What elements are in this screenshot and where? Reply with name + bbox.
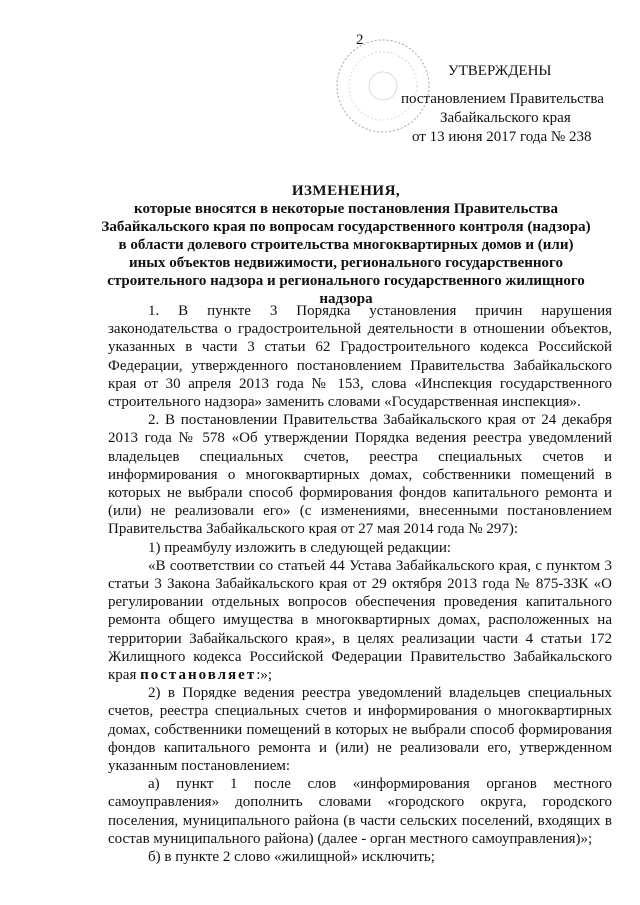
approved-by-line-1: постановлением Правительства bbox=[401, 91, 604, 107]
title-subtitle: которые вносятся в некоторые постановления Правительства Забайкальского края по вопросам государственного контроля (надзора) в области долевого строительства многоквартирных домов и (или) иных объектов недвижимости, регионального государственного строительного надзора и регионального государственного жилищного надзора bbox=[101, 201, 591, 307]
paragraph-4-end: :»; bbox=[256, 667, 273, 684]
paragraph-3: 1) преамбулу изложить в следующей редакции: bbox=[148, 539, 452, 556]
document-title bbox=[100, 182, 592, 308]
approved-heading: УТВЕРЖДЕНЫ bbox=[448, 63, 552, 79]
paragraph-7: б) в пункте 2 слово «жилищной» исключить; bbox=[148, 849, 435, 866]
title-main: ИЗМЕНЕНИЯ, bbox=[291, 183, 401, 199]
paragraph-6: а) пункт 1 после слов «информирования органов местного самоуправления» дополнить словами «городского округа, городского поселения, муниципального района (в части сельских поселений, входящих в состав муниципального района) (далее - орган местного самоуправления)»; bbox=[108, 776, 612, 847]
paragraph-5: 2) в Порядке ведения реестра уведомлений владельцев специальных счетов, реестра специальных счетов и информирования о многоквартирных домах, собственники помещений в которых не выбрали способ формирования фондов капитального ремонта и (или) не реализовали его, утвержденном указанным постановлением: bbox=[108, 685, 612, 775]
paragraph-1: 1. В пункте 3 Порядка установления причин нарушения законодательства о градостроительной деятельности в отношении объектов, указанных в части 3 статьи 62 Градостроительного кодекса Российской Федерации, утвержденного постановлением Правительства Забайкальского края от 30 апреля 2013 года № 153, слова «Инспекция государственного строительного надзора» заменить словами «Государственная инспекция». bbox=[108, 303, 612, 411]
document-body bbox=[108, 302, 612, 866]
paragraph-2: 2. В постановлении Правительства Забайкальского края от 24 декабря 2013 года № 578 «Об утверждении Порядка ведения реестра уведомлений владельцев специальных счетов, реестра специальных счетов и информирования о многоквартирных домах, собственники помещений в которых не выбрали способ формирования фондов капитального ремонта и (или) не реализовали его» (с изменениями, внесенными постановлением Правительства Забайкальского края от 27 мая 2014 года № 297): bbox=[108, 412, 612, 538]
paragraph-4-resolves: постановляет bbox=[140, 667, 257, 684]
official-seal-stamp bbox=[333, 36, 433, 136]
approved-by-line-2: Забайкальского края bbox=[440, 110, 571, 126]
approved-date: от 13 июня 2017 года № 238 bbox=[412, 129, 592, 145]
page-number: 2 bbox=[356, 32, 364, 48]
paragraph-4-text: «В соответствии со статьей 44 Устава Забайкальского края, с пунктом 3 статьи 3 Закона Забайкальского края от 29 октября 2013 года № 875-ЗЗК «О регулировании отдельных вопросов обеспечения проведения капитального ремонта общего имущества в многоквартирных домах, расположенных на территории Забайкальского края», в целях реализации части 4 статьи 172 Жилищного кодекса Российской Федерации Правительство Забайкальского края bbox=[108, 557, 612, 684]
paragraph-4 bbox=[108, 557, 612, 684]
